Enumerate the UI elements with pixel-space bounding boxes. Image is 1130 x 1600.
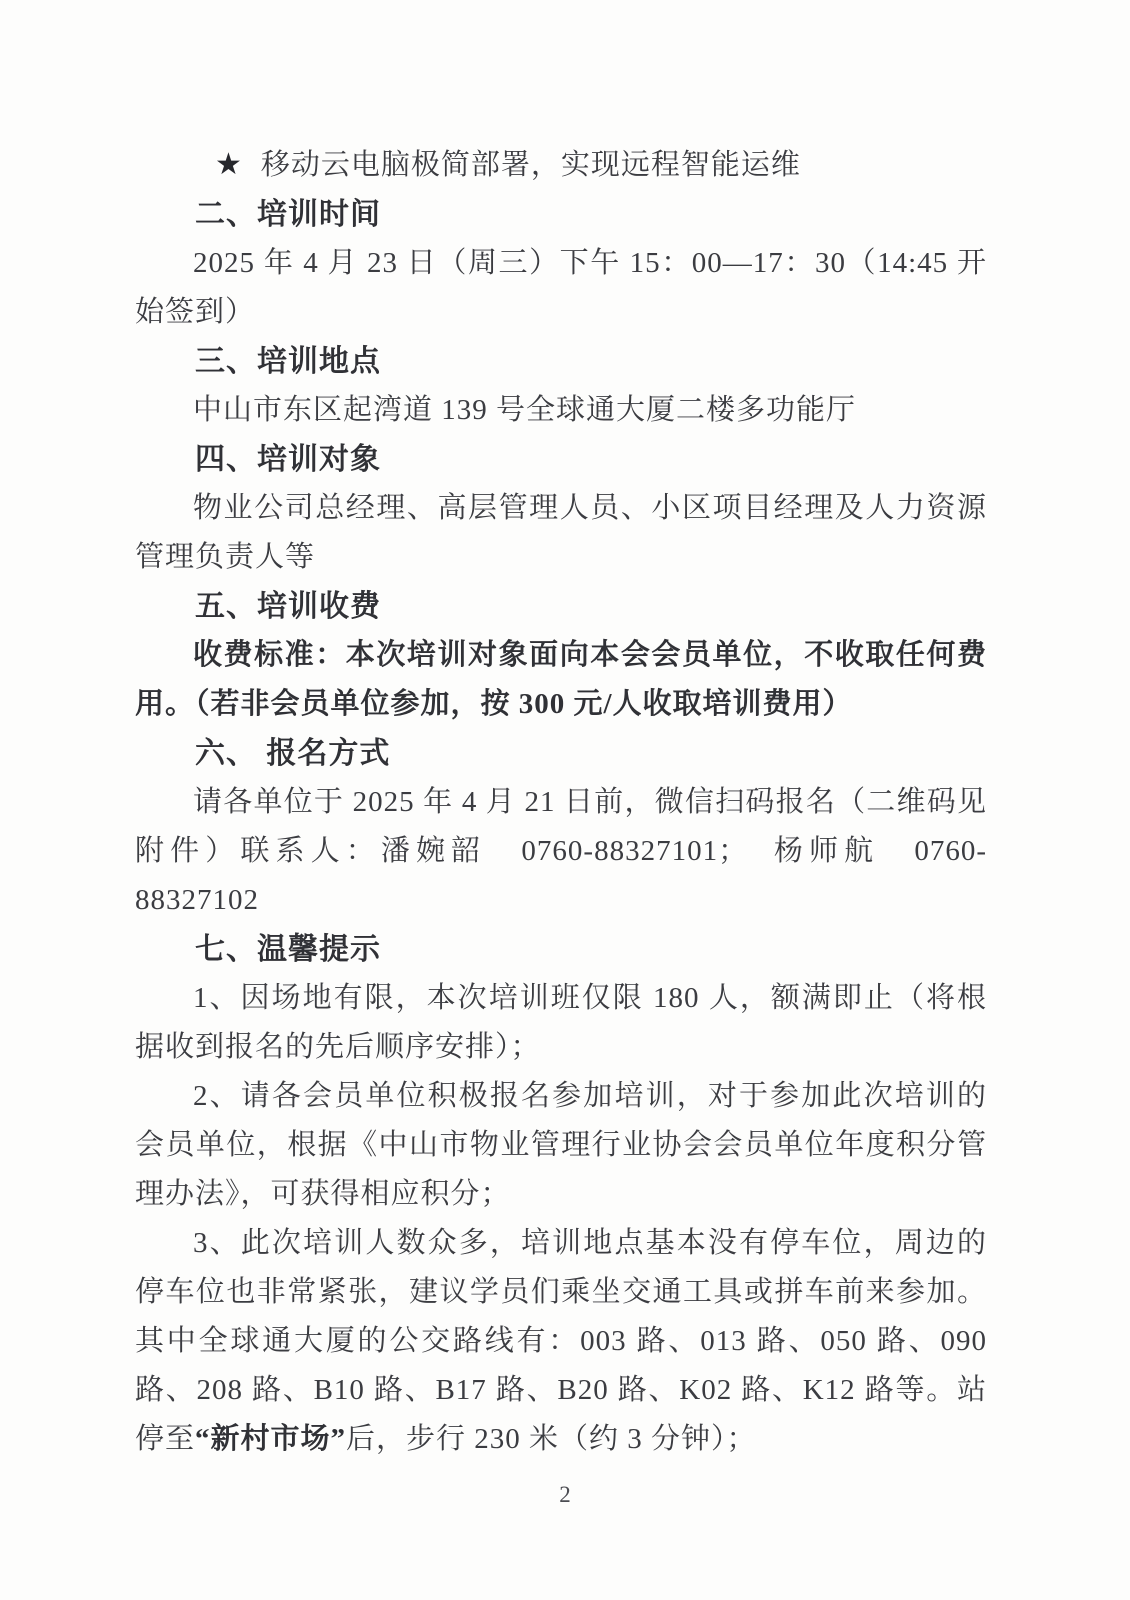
- text-segment: 收费标准：本次培训对象面向本会会员单位，不收取任何费用。（若非会员单位参加，按 300 元/人收取培训费用）: [135, 639, 987, 720]
- text-segment: 后，步行 230 米（约 3 分钟）；: [346, 1423, 757, 1455]
- paragraph: [135, 778, 987, 925]
- section-heading: [135, 729, 987, 778]
- heading-text: 四、培训对象: [195, 443, 381, 476]
- heading-text: 七、温馨提示: [195, 933, 381, 966]
- paragraph: [135, 239, 987, 337]
- text-segment: 中山市东区起湾道 139 号全球通大厦二楼多功能厅: [193, 394, 857, 426]
- heading-text: 三、培训地点: [195, 345, 381, 378]
- paragraph: [135, 386, 987, 435]
- section-heading: [135, 435, 987, 484]
- heading-text: 五、培训收费: [195, 590, 381, 623]
- paragraph: [135, 631, 987, 729]
- document-body: [135, 140, 987, 1464]
- paragraph: [135, 1219, 987, 1464]
- page-number: 2: [559, 1482, 571, 1507]
- text-segment: 3、此次培训人数众多，培训地点基本没有停车位，周边的停车位也非常紧张，建议学员们乘坐交通工具或拼车前来参加。其中全球通大厦的公交路线有：003 路、013 路、050 路、090 路、208 路、B10 路、B17 路、B20 路、K02 路、K12 路等。站停至: [135, 1227, 987, 1455]
- text-segment: 2025 年 4 月 23 日（周三）下午 15：00—17：30（14:45 开始签到）: [135, 247, 987, 328]
- section-heading: [135, 337, 987, 386]
- star-bullet-icon: ★: [215, 147, 243, 182]
- heading-text: 二、培训时间: [195, 198, 381, 231]
- star-list-item: [135, 140, 987, 190]
- paragraph: [135, 484, 987, 582]
- paragraph: [135, 1072, 987, 1219]
- text-segment: 2、请各会员单位积极报名参加培训，对于参加此次培训的会员单位，根据《中山市物业管理行业协会会员单位年度积分管理办法》，可获得相应积分；: [135, 1080, 987, 1210]
- text-segment: 物业公司总经理、高层管理人员、小区项目经理及人力资源管理负责人等: [135, 492, 987, 573]
- heading-text: 六、 报名方式: [195, 737, 391, 770]
- paragraph: [135, 974, 987, 1072]
- text-segment: 请各单位于 2025 年 4 月 21 日前，微信扫码报名（二维码见附件）联系人：潘婉韶 0760-88327101； 杨师航 0760-88327102: [135, 786, 987, 916]
- text-segment: “新村市场”: [195, 1423, 347, 1455]
- section-heading: [135, 582, 987, 631]
- section-heading: [135, 190, 987, 239]
- text-segment: 移动云电脑极简部署，实现远程智能运维: [260, 149, 801, 181]
- text-segment: 1、因场地有限，本次培训班仅限 180 人，额满即止（将根据收到报名的先后顺序安排）；: [135, 982, 987, 1063]
- section-heading: [135, 925, 987, 974]
